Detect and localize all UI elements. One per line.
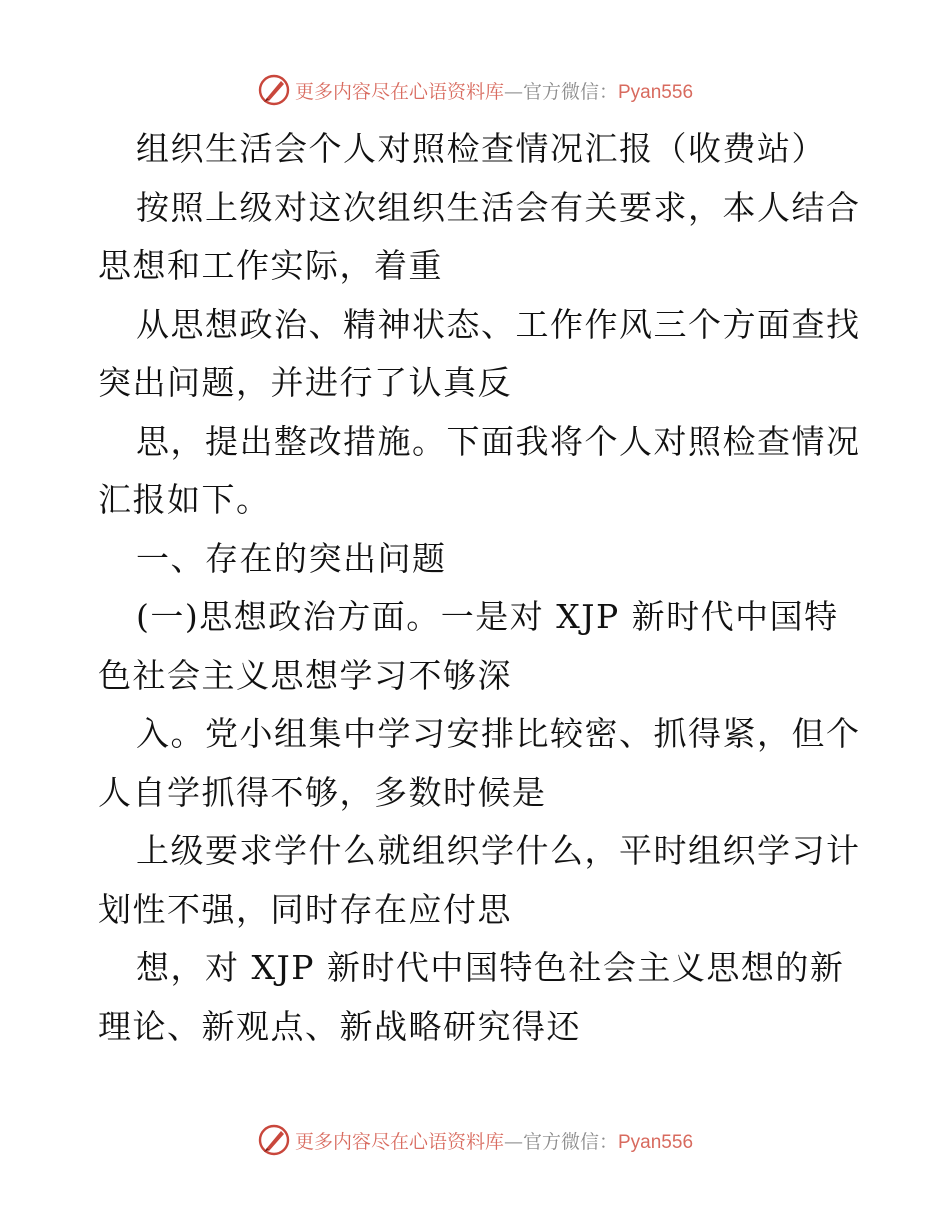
- quill-pen-logo-icon: [257, 73, 291, 107]
- text-line: 想，对 XJP 新时代中国特色社会主义思想的新: [136, 948, 845, 987]
- text-line: 从思想政治、精神状态、工作作风三个方面查找: [136, 304, 861, 344]
- text-line: 思想和工作实际，着重: [98, 246, 443, 285]
- text-line: 划性不强，同时存在应付思: [98, 889, 512, 929]
- text-line: 人自学抓得不够，多数时候是: [98, 772, 547, 812]
- quill-pen-logo-icon: [257, 1123, 291, 1157]
- watermark-text: 更多内容尽在心语资料库—官方微信：Pyan556: [294, 1130, 694, 1153]
- text-line: 思，提出整改措施。下面我将个人对照检查情况: [136, 421, 861, 461]
- text-line: 汇报如下。: [98, 480, 271, 519]
- text-line: 色社会主义思想学习不够深: [98, 655, 512, 695]
- text-line: 上级要求学什么就组织学什么，平时组织学习计: [136, 831, 861, 870]
- text-line: 按照上级对这次组织生活会有关要求，本人结合: [136, 187, 861, 227]
- footer-watermark: [0, 1120, 950, 1160]
- header-watermark: [0, 70, 950, 110]
- document-body: [98, 120, 861, 1056]
- text-line: 理论、新观点、新战略研究得还: [98, 1006, 581, 1046]
- section-heading: 一、存在的突出问题: [136, 538, 447, 578]
- text-line: 入。党小组集中学习安排比较密、抓得紧，但个: [136, 714, 861, 753]
- document-title: 组织生活会个人对照检查情况汇报（收费站）: [136, 129, 826, 168]
- text-line: 突出问题，并进行了认真反: [98, 363, 512, 402]
- text-line: (一)思想政治方面。一是对 XJP 新时代中国特: [136, 597, 839, 636]
- watermark-text: 更多内容尽在心语资料库—官方微信：Pyan556: [294, 80, 694, 103]
